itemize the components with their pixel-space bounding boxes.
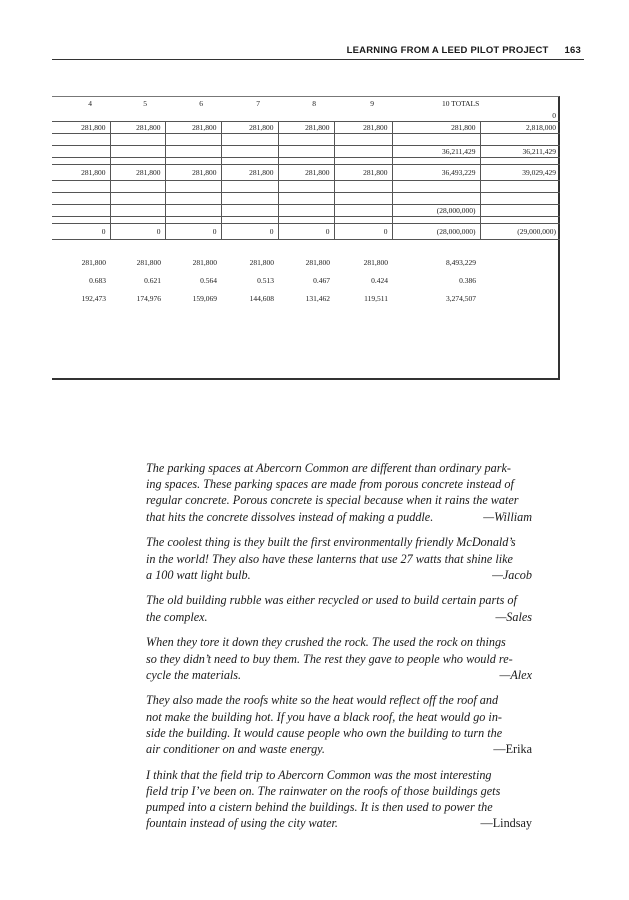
table-cell (278, 205, 334, 217)
table-cell (165, 193, 221, 205)
table-cell (221, 110, 278, 122)
table-cell: 2,818,000 (480, 122, 560, 134)
quote-last-line (146, 609, 532, 625)
header-rule (52, 59, 584, 60)
table-row (52, 205, 560, 217)
student-quotes (146, 460, 532, 841)
table-cell (110, 146, 165, 158)
table-cell: 3,274,507 (446, 294, 476, 303)
quote-line: The coolest thing is they built the first environmentally friendly McDonald’s (146, 535, 516, 550)
quote-line: I think that the field trip to Abercorn Common was the most interesting (146, 767, 492, 782)
table-cell (392, 217, 480, 224)
quote-paragraph (146, 534, 532, 583)
table-cell (334, 217, 392, 224)
column-header: 9 (370, 99, 374, 108)
table-cell: 281,800 (81, 258, 106, 267)
table-cell (392, 193, 480, 205)
table-cell (392, 158, 480, 165)
column-header: 8 (312, 99, 316, 108)
table-cell: 0.424 (371, 276, 388, 285)
table-cell: 0.683 (89, 276, 106, 285)
table-cell: 281,800 (165, 122, 221, 134)
table-cell (392, 240, 480, 254)
table-cell: 119,511 (364, 294, 388, 303)
column-header (392, 97, 560, 110)
column-header: 7 (256, 99, 260, 108)
quote-author: —Sales (495, 609, 532, 624)
table-row (52, 193, 560, 205)
quote-line: When they tore it down they crushed the rock. The used the rock on things (146, 635, 506, 650)
table-cell (392, 110, 480, 122)
quote-line: in the world! They also have these lanterns that use 27 watts that shine like (146, 551, 513, 566)
table-cell (52, 146, 110, 158)
table-cell (278, 110, 334, 122)
table-cell (278, 134, 334, 146)
quote-author: —William (483, 509, 532, 524)
table-cell (334, 205, 392, 217)
table-cell: 0.621 (144, 276, 161, 285)
quote-line: so they didn’t need to buy them. The rest they gave to people who would re- (146, 651, 513, 666)
table-cell (165, 181, 221, 193)
table-cell (392, 181, 480, 193)
table-cell (110, 181, 165, 193)
quote-line: regular concrete. Porous concrete is special because when it rains the water (146, 493, 519, 508)
spreadsheet-grid (52, 97, 560, 308)
quote-author: —Alex (499, 667, 532, 682)
table-cell (110, 217, 165, 224)
quote-paragraph (146, 592, 532, 624)
table-cell (221, 205, 278, 217)
column-header: 4 (88, 99, 92, 108)
table-cell (334, 134, 392, 146)
column-header: 6 (199, 99, 203, 108)
table-cell: 8,493,229 (446, 258, 476, 267)
quote-paragraph (146, 634, 532, 683)
table-cell: 0.467 (313, 276, 330, 285)
table-cell (221, 134, 278, 146)
table-cell: 0 (165, 224, 221, 240)
quote-paragraph (146, 767, 532, 832)
table-cell (165, 146, 221, 158)
table-cell (221, 158, 278, 165)
table-cell (221, 240, 278, 254)
quote-last-line (146, 741, 532, 757)
quote-last-line (146, 567, 532, 583)
table-spacer-row (52, 240, 560, 254)
table-cell (110, 240, 165, 254)
table-cell (52, 158, 110, 165)
table-cell (480, 254, 560, 272)
table-row (52, 134, 560, 146)
table-cell (165, 110, 221, 122)
table-cell: 0 (221, 224, 278, 240)
table-cell: 281,800 (305, 258, 330, 267)
table-cell (480, 158, 560, 165)
table-cell: 281,800 (392, 122, 480, 134)
table-cell: 281,800 (136, 258, 161, 267)
table-cell (480, 290, 560, 308)
table-cell (52, 181, 110, 193)
table-cell (278, 181, 334, 193)
table-cell (334, 146, 392, 158)
table-header-row (52, 97, 560, 110)
column-header: 5 (143, 99, 147, 108)
table-cell: 281,800 (221, 165, 278, 181)
table-cell: 144,608 (249, 294, 274, 303)
quote-paragraph (146, 692, 532, 757)
quote-line: the complex. (146, 609, 208, 624)
table-cell (480, 193, 560, 205)
table-cell (278, 158, 334, 165)
table-cell: 281,800 (334, 122, 392, 134)
table-cell: 36,211,429 (480, 146, 560, 158)
quote-line: The parking spaces at Abercorn Common are different than ordinary park- (146, 461, 511, 475)
quote-author: —Jacob (492, 567, 532, 582)
quote-author: —Lindsay (480, 816, 532, 831)
table-row (52, 181, 560, 193)
table-cell: 0.386 (459, 276, 476, 285)
table-cell (110, 134, 165, 146)
quote-line: The old building rubble was either recycled or used to build certain parts of (146, 593, 517, 608)
quote-line: not make the building hot. If you have a black roof, the heat would go in- (146, 709, 502, 724)
quote-last-line (146, 667, 532, 683)
table-cell (480, 181, 560, 193)
table-cell: 281,800 (334, 165, 392, 181)
quote-line: pumped into a cistern behind the buildings. It is then used to power the (146, 800, 493, 815)
table-cell: 281,800 (52, 122, 110, 134)
table-cell: 281,800 (192, 258, 217, 267)
table-cell: 281,800 (110, 165, 165, 181)
table-row (52, 165, 560, 181)
table-row (52, 122, 560, 134)
table-cell: 281,800 (278, 122, 334, 134)
table-spacer-row (52, 217, 560, 224)
table-row (52, 290, 560, 308)
table-cell: 281,800 (52, 165, 110, 181)
table-cell (278, 240, 334, 254)
table-cell (52, 240, 110, 254)
table-cell (165, 240, 221, 254)
table-row (52, 146, 560, 158)
table-cell (480, 205, 560, 217)
table-cell: 36,211,429 (392, 146, 480, 158)
table-cell: 0.564 (200, 276, 217, 285)
table-cell (480, 134, 560, 146)
table-cell (165, 158, 221, 165)
table-cell (278, 146, 334, 158)
table-cell: 159,069 (192, 294, 217, 303)
table-cell: 0 (278, 224, 334, 240)
table-cell: (28,000,000) (392, 205, 480, 217)
table-cell (334, 181, 392, 193)
table-cell (165, 217, 221, 224)
table-row (52, 254, 560, 272)
table-cell: 0 (334, 224, 392, 240)
quote-line: air conditioner on and waste energy. (146, 742, 325, 757)
table-cell (334, 240, 392, 254)
table-cell (221, 181, 278, 193)
table-cell: 192,473 (81, 294, 106, 303)
table-cell (221, 217, 278, 224)
running-head (347, 45, 581, 56)
table-cell (52, 134, 110, 146)
table-cell (110, 205, 165, 217)
table-cell (480, 272, 560, 290)
table-cell (334, 158, 392, 165)
table-cell: 281,800 (221, 122, 278, 134)
table-cell (221, 193, 278, 205)
quote-line: side the building. It would cause people who own the building to turn the (146, 725, 503, 740)
table-cell: 0 (52, 224, 110, 240)
table-cell: 0 (110, 224, 165, 240)
table-cell: (29,000,000) (480, 224, 560, 240)
column-header-totals: TOTALS (451, 99, 480, 108)
table-cell (334, 193, 392, 205)
table-cell (110, 158, 165, 165)
running-head-title: LEARNING FROM A LEED PILOT PROJECT (346, 45, 549, 56)
table-cell: 281,800 (110, 122, 165, 134)
quote-author: —Erika (493, 742, 532, 757)
table-cell: 0.513 (257, 276, 274, 285)
table-cell (278, 193, 334, 205)
column-header-10: 10 (442, 99, 450, 108)
spreadsheet-table (52, 96, 560, 380)
quote-line: cycle the materials. (146, 667, 242, 682)
table-cell: 281,800 (165, 165, 221, 181)
table-cell (278, 217, 334, 224)
table-cell (165, 205, 221, 217)
table-row (52, 272, 560, 290)
page-number: 163 (564, 45, 581, 56)
table-cell (52, 217, 110, 224)
table-cell: 281,800 (278, 165, 334, 181)
table-cell: (28,000,000) (392, 224, 480, 240)
quote-line: a 100 watt light bulb. (146, 567, 251, 582)
table-cell (52, 193, 110, 205)
table-cell (110, 110, 165, 122)
quote-line: They also made the roofs white so the heat would reflect off the roof and (146, 693, 499, 708)
quote-line: ing spaces. These parking spaces are made from porous concrete instead of (146, 477, 514, 492)
table-cell: 0 (552, 111, 557, 120)
table-row (52, 110, 560, 122)
quote-line: field trip I’ve been on. The rainwater on the roofs of those buildings gets (146, 783, 501, 798)
table-cell: 131,462 (305, 294, 330, 303)
table-cell (392, 134, 480, 146)
quote-last-line (146, 815, 532, 831)
quote-last-line (146, 509, 532, 525)
table-cell (221, 146, 278, 158)
table-cell (480, 217, 560, 224)
table-cell: 39,029,429 (480, 165, 560, 181)
table-cell: 174,976 (136, 294, 161, 303)
quote-paragraph (146, 460, 532, 525)
table-cell: 36,493,229 (392, 165, 480, 181)
table-cell: 281,800 (363, 258, 388, 267)
table-cell (334, 110, 392, 122)
table-cell (52, 205, 110, 217)
quote-line: that hits the concrete dissolves instead of making a puddle. (146, 509, 434, 524)
table-cell: 281,800 (249, 258, 274, 267)
table-cell (480, 240, 560, 254)
table-cell (165, 134, 221, 146)
quote-line: fountain instead of using the city water. (146, 816, 338, 831)
table-spacer-row (52, 158, 560, 165)
table-cell (110, 193, 165, 205)
table-cell (52, 110, 110, 122)
table-row (52, 224, 560, 240)
